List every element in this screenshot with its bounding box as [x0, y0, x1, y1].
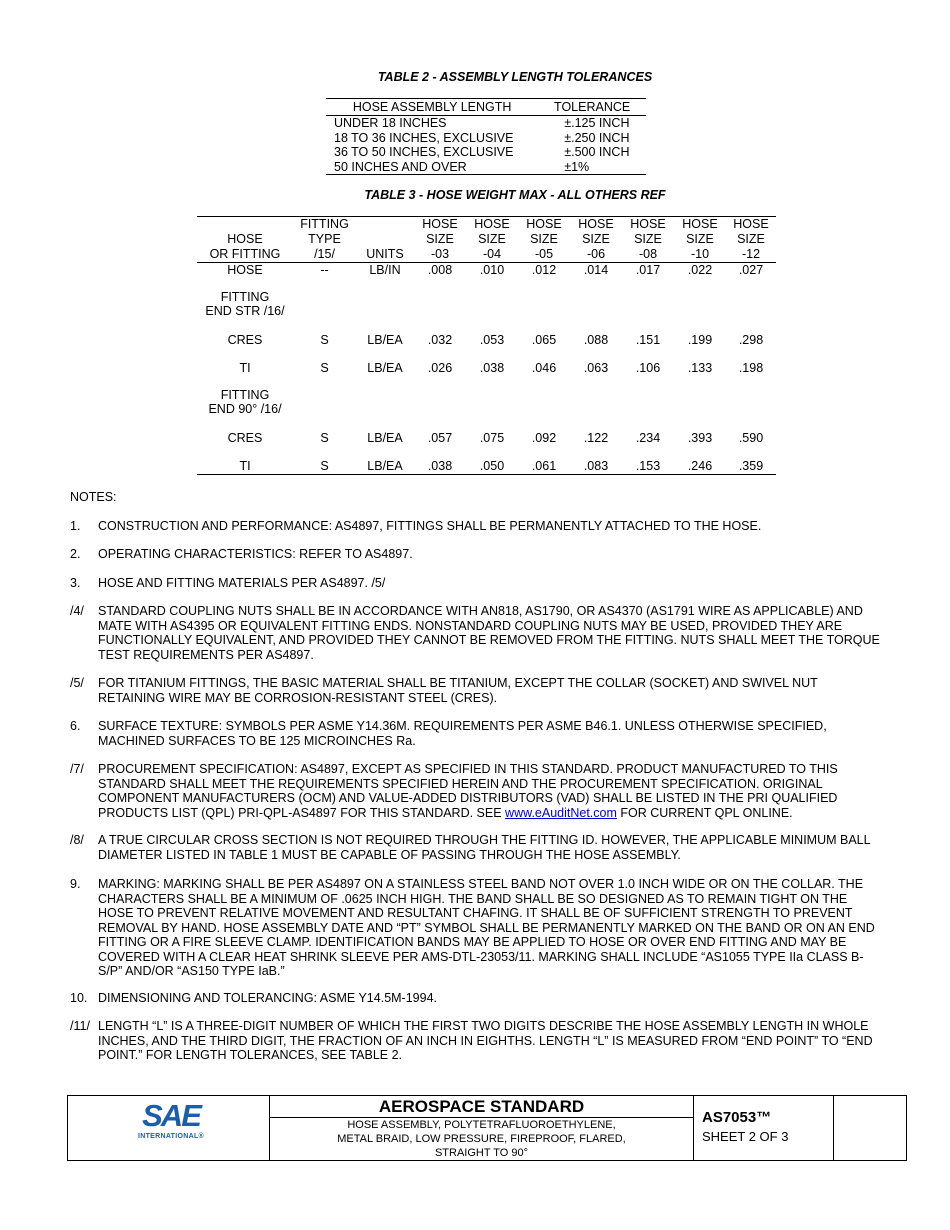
table-row	[326, 160, 646, 175]
table-cell: .393	[687, 430, 713, 445]
spacer-cell	[197, 278, 776, 290]
spacer-cell	[197, 347, 776, 361]
table-cell: .022	[687, 263, 713, 277]
group-label-line: FITTING	[220, 289, 270, 304]
group-label	[197, 388, 293, 431]
table-cell: .032	[427, 332, 453, 347]
column-header	[356, 217, 414, 263]
column-header-line: SIZE	[686, 232, 714, 246]
blank-cell	[834, 1096, 906, 1160]
table-cell: .199	[687, 332, 713, 347]
table-cell: .012	[531, 263, 557, 277]
subtitle-line: STRAIGHT TO 90°	[434, 1147, 529, 1159]
note-number: 3.	[70, 576, 81, 590]
column-header	[293, 217, 356, 263]
table-cell: LB/EA	[367, 332, 403, 347]
hose-weight-table	[197, 216, 776, 475]
group-label-row	[197, 388, 776, 431]
note-text	[98, 762, 880, 820]
subtitle-line: HOSE ASSEMBLY, POLYTETRAFLUOROETHYLENE,	[347, 1119, 616, 1131]
note-6	[70, 719, 880, 748]
table-cell: S	[320, 430, 329, 445]
table-cell: CRES	[227, 332, 263, 347]
note-8	[70, 833, 880, 862]
table-row	[326, 131, 646, 146]
table-row	[326, 116, 646, 131]
column-header-line: TYPE	[308, 232, 341, 246]
table-cell: S	[320, 361, 329, 375]
column-header	[622, 217, 674, 263]
table-row	[197, 333, 776, 348]
table-cell: .133	[687, 361, 713, 375]
group-label	[197, 290, 293, 333]
table-cell: ±1%	[538, 160, 646, 175]
column-header	[726, 217, 776, 263]
note-number: 2.	[70, 547, 81, 561]
column-header-line: HOSE	[682, 217, 718, 231]
note-text: LENGTH “L” IS A THREE-DIGIT NUMBER OF WHICH THE FIRST TWO DIGITS DESCRIBE THE HOSE ASSEMBLY LENGTH IN WHOLE INCHES, AND THE THIRD DIGIT, THE FRACTION OF AN INCH IN EIGHTHS. LENGTH “L” IS MEASURED FROM “END POINT” TO “END POINT.” FOR LENGTH TOLERANCES, SEE TABLE 2.	[98, 1019, 873, 1062]
empty-cell	[293, 388, 776, 431]
column-header-line: OR FITTING	[209, 247, 281, 261]
table-cell: LB/EA	[367, 361, 403, 375]
note-number: /7/	[70, 762, 84, 776]
column-header-line: SIZE	[737, 232, 765, 246]
column-header-line: HOSE	[227, 232, 263, 246]
table-cell: .234	[635, 430, 661, 445]
table-cell: .359	[726, 459, 776, 474]
column-header-line	[356, 217, 414, 232]
column-header	[518, 217, 570, 263]
table-cell: .298	[738, 332, 764, 347]
subtitle-line: METAL BRAID, LOW PRESSURE, FIREPROOF, FLARED,	[337, 1133, 626, 1145]
spacer-row	[197, 278, 776, 290]
column-header-line: HOSE	[422, 217, 458, 231]
doc-number-cell	[694, 1096, 834, 1160]
table-cell: ±.500 INCH	[564, 145, 630, 159]
table-cell: .027	[738, 263, 764, 277]
column-header-line: UNITS	[366, 247, 404, 261]
sae-logo-subtext: INTERNATIONAL®	[137, 1133, 204, 1140]
table-row	[197, 263, 776, 278]
table3-title: TABLE 3 - HOSE WEIGHT MAX - ALL OTHERS REF	[364, 188, 666, 202]
column-header-line: -12	[741, 247, 761, 261]
table-cell: LB/EA	[367, 430, 403, 445]
note-text: FOR TITANIUM FITTINGS, THE BASIC MATERIAL SHALL BE TITANIUM, EXCEPT THE COLLAR (SOCKET) AND SWIVEL NUT RETAINING WIRE MAY BE CORROSION-RESISTANT STEEL (CRES).	[98, 676, 818, 705]
note-number: /8/	[70, 833, 84, 847]
spacer-row	[197, 376, 776, 388]
column-header-line: /15/	[314, 247, 335, 261]
note-number: 1.	[70, 519, 81, 533]
table-cell: CRES	[227, 430, 263, 445]
note-text-part: PROCUREMENT SPECIFICATION: AS4897, EXCEPT AS SPECIFIED IN THIS STANDARD. PRODUCT MANUFACTURED TO THIS STANDARD SHALL MEET THE REQUIREMENTS SPECIFIED HEREIN AND THE PROCUREMENT SPECIFICATION. ORIGINAL COMPONENT MANUFACTURERS (OCM) AND VALUE-ADDED DISTRIBUTORS (VAD) SHALL BE LISTED IN THE PRI QUALIFIED PRODUCTS LIST (QPL) PRI-QPL-AS4897 FOR THIS STANDARD. SEE	[98, 762, 838, 820]
note-number: 9.	[70, 877, 81, 891]
logo-cell	[68, 1096, 270, 1160]
column-header: HOSE ASSEMBLY LENGTH	[326, 99, 538, 116]
column-header	[466, 217, 518, 263]
table-cell: S	[293, 459, 356, 474]
column-header-line: HOSE	[578, 217, 614, 231]
table-header-row	[326, 99, 646, 116]
table-cell: .057	[427, 430, 453, 445]
table-cell: .083	[570, 459, 622, 474]
table-cell: UNDER 18 INCHES	[334, 116, 447, 130]
table-cell: .046	[531, 361, 557, 375]
column-header	[674, 217, 726, 263]
column-header	[197, 217, 293, 263]
note-2	[70, 547, 880, 562]
table-cell: .153	[622, 459, 674, 474]
note-5	[70, 676, 880, 705]
table-cell: TI	[239, 361, 251, 375]
note-3	[70, 576, 880, 591]
table-cell: .122	[583, 430, 609, 445]
notes-heading: NOTES:	[70, 490, 117, 504]
note-text: A TRUE CIRCULAR CROSS SECTION IS NOT REQUIRED THROUGH THE FITTING ID. HOWEVER, THE APPLICABLE MINIMUM BALL DIAMETER LISTED IN TABLE 1 MUST BE CAPABLE OF PASSING THROUGH THE HOSE ASSEMBLY.	[98, 833, 871, 862]
column-header-line: -08	[638, 247, 658, 261]
column-header-line: -03	[430, 247, 450, 261]
column-header-line	[197, 217, 293, 232]
table-cell: .246	[674, 459, 726, 474]
table-cell: .065	[531, 332, 557, 347]
note-9	[70, 877, 880, 979]
note-1	[70, 519, 880, 534]
column-header-line: -05	[534, 247, 554, 261]
table-cell: HOSE	[227, 263, 263, 277]
note-number: /4/	[70, 604, 84, 618]
table-cell: ±.125 INCH	[564, 116, 630, 130]
sae-logo	[136, 1100, 206, 1141]
spacer-row	[197, 445, 776, 459]
spacer-cell	[197, 376, 776, 388]
column-header-line: HOSE	[526, 217, 562, 231]
empty-cell	[293, 290, 776, 333]
table-cell: .151	[635, 332, 661, 347]
table-row	[197, 431, 776, 446]
table-cell: 36 TO 50 INCHES, EXCLUSIVE	[334, 145, 514, 159]
table-cell: .198	[738, 361, 764, 375]
table-cell: .061	[518, 459, 570, 474]
table-cell: .106	[635, 361, 661, 375]
table-cell: .063	[583, 361, 609, 375]
column-header-line: HOSE	[474, 217, 510, 231]
table-cell: .010	[479, 263, 505, 277]
note-11	[70, 1019, 880, 1063]
note-text-part: FOR CURRENT QPL ONLINE.	[616, 805, 793, 820]
sheet-number: SHEET 2 OF 3	[702, 1129, 789, 1144]
spacer-cell	[197, 445, 776, 459]
table-row	[326, 145, 646, 160]
note-text: HOSE AND FITTING MATERIALS PER AS4897. /5/	[98, 576, 386, 590]
table-cell: .590	[738, 430, 764, 445]
note-text: OPERATING CHARACTERISTICS: REFER TO AS4897.	[98, 547, 413, 561]
column-header	[570, 217, 622, 263]
table-cell: .026	[427, 361, 453, 375]
table-cell: .038	[414, 459, 466, 474]
title-block	[67, 1095, 907, 1161]
note-text: CONSTRUCTION AND PERFORMANCE: AS4897, FITTINGS SHALL BE PERMANENTLY ATTACHED TO THE HOSE.	[98, 519, 762, 533]
spacer-row	[197, 347, 776, 361]
group-label-line: END STR /16/	[205, 304, 285, 318]
column-header-line: SIZE	[478, 232, 506, 246]
column-header-line: SIZE	[426, 232, 454, 246]
assembly-length-tolerance-table	[326, 98, 646, 175]
note-text: MARKING: MARKING SHALL BE PER AS4897 ON A STAINLESS STEEL BAND NOT OVER 1.0 INCH WIDE OR ON THE COLLAR. THE CHARACTERS SHALL BE A MINIMUM OF .0625 INCH HIGH. THE BAND SHALL BE SO DESIGNED AS TO REMAIN TIGHT ON THE HOSE TO PREVENT RELATIVE MOVEMENT AND RESULTANT CHAFING. IT SHALL BE OF SUFFICIENT STRENGTH TO PREVENT REMOVAL BY HAND. HOSE ASSEMBLY DATE AND “PT” SYMBOL SHALL BE PERMANENTLY MARKED ON THE BAND OR ON AN END FITTING OR A FIRE SLEEVE CLAMP. IDENTIFICATION BANDS MAY BE APPLIED TO HOSE OR OVER END FITTING AND MAY BE COVERED WITH A CLEAR HEAT SHRINK SLEEVE PER AMS-DTL-23053/11. MARKING SHALL INCLUDE “AS1055 TYPE IIa CLASS B-S/P” AND/OR “AS150 TYPE IaB.”	[98, 877, 875, 978]
table-cell: .008	[427, 263, 453, 277]
table-row	[197, 361, 776, 376]
table-cell: .017	[635, 263, 661, 277]
column-header-line: HOSE	[630, 217, 666, 231]
note-7	[70, 762, 880, 820]
standard-subtitle	[270, 1118, 693, 1160]
column-header-line: SIZE	[530, 232, 558, 246]
note-text: STANDARD COUPLING NUTS SHALL BE IN ACCORDANCE WITH AN818, AS1790, OR AS4370 (AS1791 WIRE AS APPLICABLE) AND MATE WITH AS4395 OR EQUIVALENT FITTING ENDS. NONSTANDARD COUPLING NUTS MAY BE USED, PROVIDED THEY ARE FUNCTIONALLY EQUIVALENT, AND PROVIDED THEY CANNOT BE REMOVED FROM THE FITTING. NUTS SHALL MEET THE TORQUE TEST REQUIREMENTS PER AS4897.	[98, 604, 880, 662]
sae-logo-mark: SAE	[142, 1098, 200, 1133]
note-number: /11/	[70, 1019, 90, 1033]
table-cell: --	[320, 263, 329, 277]
table-cell: 50 INCHES AND OVER	[326, 160, 538, 175]
table-cell: .038	[479, 361, 505, 375]
table-cell: 18 TO 36 INCHES, EXCLUSIVE	[334, 130, 514, 145]
column-header-line: -06	[586, 247, 606, 261]
note-number: 6.	[70, 719, 81, 733]
column-header-line: SIZE	[582, 232, 610, 246]
title-cell	[270, 1096, 694, 1160]
note-number: /5/	[70, 676, 84, 690]
group-label-line: END 90° /16/	[208, 402, 282, 416]
column-header-line: HOSE	[733, 217, 769, 231]
group-label-row	[197, 290, 776, 333]
column-header-line: -10	[690, 247, 710, 261]
column-header-line: FITTING	[300, 217, 349, 231]
note-10	[70, 991, 880, 1006]
note-text: SURFACE TEXTURE: SYMBOLS PER ASME Y14.36M. REQUIREMENTS PER ASME B46.1. UNLESS OTHERWISE SPECIFIED, MACHINED SURFACES TO BE 125 MICROINCHES Ra.	[98, 719, 827, 748]
table-cell: .014	[583, 263, 609, 277]
table-cell: LB/EA	[356, 459, 414, 474]
column-header-line: SIZE	[634, 232, 662, 246]
note-text: DIMENSIONING AND TOLERANCING: ASME Y14.5M-1994.	[98, 991, 437, 1005]
standard-title: AEROSPACE STANDARD	[270, 1096, 693, 1118]
table-cell: TI	[197, 459, 293, 474]
table-cell: S	[320, 332, 329, 347]
table-cell: .075	[479, 430, 505, 445]
note-4	[70, 604, 880, 662]
table-cell: .092	[531, 430, 557, 445]
table-row	[197, 459, 776, 474]
table2-title: TABLE 2 - ASSEMBLY LENGTH TOLERANCES	[377, 70, 653, 84]
table-cell: .088	[583, 332, 609, 347]
table-cell: .050	[466, 459, 518, 474]
table-cell: LB/IN	[369, 263, 401, 277]
column-header-line: -04	[482, 247, 502, 261]
group-label-line: FITTING	[220, 387, 270, 402]
column-header: TOLERANCE	[538, 99, 646, 116]
column-header	[414, 217, 466, 263]
column-header-line	[356, 232, 414, 247]
table-cell: ±.250 INCH	[564, 130, 630, 145]
note-number: 10.	[70, 991, 88, 1005]
eauditnet-link[interactable]: www.eAuditNet.com	[505, 805, 617, 820]
table-header-row	[197, 217, 776, 263]
doc-number: AS7053™	[702, 1109, 772, 1126]
table-cell: .053	[479, 332, 505, 347]
